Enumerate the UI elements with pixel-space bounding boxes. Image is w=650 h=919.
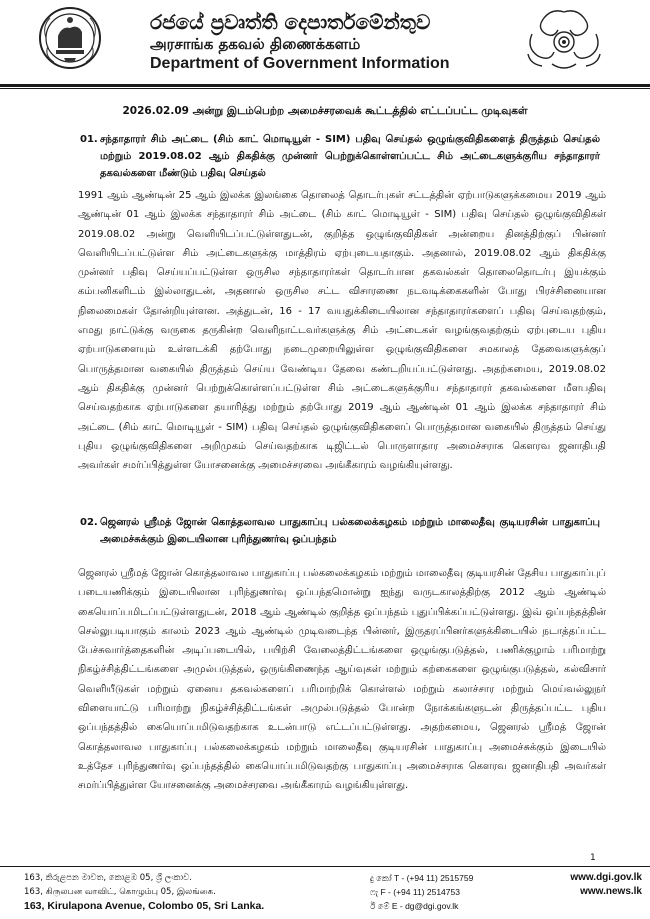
header-divider bbox=[0, 84, 650, 87]
address-english: 163, Kirulapona Avenue, Colombo 05, Sri Lanka. bbox=[24, 900, 265, 912]
contact-phone: දු කෝ T - (+94 11) 2515759 bbox=[370, 873, 474, 883]
website-dgi-link[interactable]: www.dgi.gov.lk bbox=[570, 872, 642, 883]
footer-websites bbox=[552, 871, 642, 899]
address-tamil: 163, கிருலபன வாவிட், கொழும்பு 05, இலங்கை. bbox=[24, 887, 216, 897]
sri-lanka-emblem-icon bbox=[38, 6, 102, 70]
footer-contact bbox=[370, 871, 510, 913]
page-header bbox=[0, 0, 650, 80]
dept-name-english: Department of Government Information bbox=[150, 55, 450, 72]
header-divider-thin bbox=[0, 88, 650, 89]
dept-name-tamil: அரசாங்க தகவல் திணைக்களம் bbox=[150, 35, 361, 53]
section-2-body: ஜெனரல் ஸ்ரீமத் ஜோன் கொத்தலாவல பாதுகாப்பு பல்கலைக்கழகம் மற்றும் மாலைதீவு குடியரசின் தேசிய பாதுகாப்புப் படையணிக்கும் இடையிலான புரிந்துணர்வு ஒப்பந்தமொன்று ஐந்து வருடகாலத்திற்கு 2012 ஆம் ஆண்டில் கையொப்பமிடப்பட்டுள்ளதுடன், 2018 ஆம் ஆண்டில் குறித்த ஒப்பந்தம் புதுப்பிக்கப்பட்டுள்ளது. இவ் ஒப்பந்தத்தின் செல்லுபடியாகும் காலம் 2023 ஆம் ஆண்டில் முடிவடைந்த பின்னர், இருதரப்பினர்களுக்கிடையில் நடாத்தப்பட்ட பேச்சுவார்த்தைகளின் அடிப்படையில், பயிற்சி வேலைத்திட்டங்களை ஒழுங்குபடுத்தல், பணிக்குழாம் பரிமாற்று நிகழ்ச்சித்திட்டங்களை அமுல்படுத்தல், ஒருங்கிணைந்த ஆய்வுகள் மற்றும் கற்கைகளை ஒழுங்குபடுத்தல், கல்விசார் வெளியீடுகள் மற்றும் ஏனைய தகவல்களைப் பரிமாற்றிக் கொள்ளல் மற்றும் கலாச்சார மற்றும் மெய்வல்லுநர் விளையாட்டு பரிமாற்று நிகழ்ச்சித்திட்டங்கள் அமுல்படுத்தல் போன்ற நோக்கங்களுடன் திருத்தப்பட்ட புதிய ஒப்பந்தத்தில் கையொப்பமிடுவதற்காக உடன்பாடு எட்டப்பட்டுள்ளது. அதற்கமைய, ஜெனரல் ஸ்ரீமத் ஜோன் கொத்தலாவல பாதுகாப்பு பல்கலைக்கழகம் மற்றும் மாலைதீவு குடியரசின் பாதுகாப்பு அமைச்சுக்கும் இடையில் உத்தேச புரிந்துணர்வு ஒப்பந்தத்தில் கையொப்பமிடுவதற்கு பாதுகாப்பு அமைச்சராக கௌரவ ஜனாதிபதி அவர்கள் சமர்ப்பித்துள்ள யோசனைக்கு அமைச்சரவை அங்கீகாரம் வழங்கியுள்ளது. bbox=[78, 568, 606, 792]
footer-address bbox=[24, 871, 354, 913]
dept-name-sinhala: රජයේ ප්‍රවෘත්ති දෙපාර්තමේන්තුව bbox=[150, 10, 431, 34]
section-2-heading bbox=[80, 514, 600, 548]
section-1-body: 1991 ஆம் ஆண்டின் 25 ஆம் இலக்க இலங்கை தொலைத் தொடர்புகள் சட்டத்தின் ஏற்பாடுகளுக்கமைய 2019 ஆம் ஆண்டின் 01 ஆம் இலக்க சந்தாதாரர் சிம் அட்டை (சிம் காட் மொடியூள் - SIM) பதிவு செய்தல் ஒழுங்குவிதிகள் 2019.08.02 அன்று வெளியிடப்பட்டுள்ளதுடன், குறித்த ஒழுங்குவிதிகள் அன்றைய தினத்திற்குப் பின்னர் வெளியிடப்பட்டுள்ள சிம் அட்டைகளுக்கு மாத்திரம் ஏற்புடையதாகும். அதனால், 2019.08.02 ஆம் திகதிக்கு முன்னர் பதிவு செய்யப்பட்டுள்ள ஒருசில சந்தாதாரர்கள் தொடர்பான தகவல்கள் தொலைதொடர்பு இயக்கும் கம்பனிகளிடம் இல்லாதுடன், அதனால் ஒருசில சட்ட விசாரணை நடவடிக்கைகளின் போது பிரச்சினையான நிலைமைகள் தோன்றியுள்ளன. அத்துடன், 16 - 17 வயதுக்கிடையிலான சந்தாதாரர்களைப் பதிவு செய்வதற்கும், எமது நாட்டுக்கு வருகை தருகின்ற வெளிநாட்டவர்களுக்கு சிம் அட்டைகள் வழங்குவதற்கும் ஏற்புடைய புதிய ஏற்பாடுகளையும் உள்ளடக்கி தற்போது நடைமுறையிலுள்ள ஒழுங்குவிதிகளை சமகாலத் தேவைகளுக்குப் பொருத்தமான வகையில் திருத்தம் செய்ய வேண்டிய தேவை கண்டறியப்பட்டுள்ளது. அதற்கமைய, 2019.08.02 ஆம் திகதிக்கு முன்னர் பெற்றுக்கொள்ளப்பட்டுள்ள சிம் அட்டைகளுக்குரிய சந்தாதாரர் தகவல்களை மீளபதிவு செய்வதற்காக ஏற்பாடுகளை தயாரித்து மற்றும் தற்போது 2019 ஆம் ஆண்டின் 01 ஆம் இலக்க சந்தாதாரர் சிம் அட்டை (சிம் காட் மொடியூள் - SIM) பதிவு செய்தல் ஒழுங்குவிதிகளைப் பொருத்தமான வகையில் திருத்தம் செய்து புதிய ஒழுங்குவிதிகளை அறிமுகம் செய்வதற்காக டிஜிட்டல் பொருளாதார அமைச்சராக கௌரவ ஜனாதிபதி அவர்கள் சமர்ப்பித்துள்ள யோசனைக்கு அமைச்சரவை அங்கீகாரம் வழங்கியுள்ளது. bbox=[78, 190, 606, 472]
section-1-number: 01. bbox=[80, 134, 98, 145]
website-news-link[interactable]: www.news.lk bbox=[580, 886, 642, 897]
document-title: 2026.02.09 அன்று இடம்பெற்ற அமைச்சரவைக் கூட்டத்தில் எட்டப்பட்ட முடிவுகள் bbox=[122, 105, 528, 117]
contact-fax: ෆැ F - (+94 11) 2514753 bbox=[370, 887, 460, 897]
section-1-heading-text: சந்தாதாரர் சிம் அட்டை (சிம் காட் மொடியூள் - SIM) பதிவு செய்தல் ஒழுங்குவிதிகளைத் திருத்தம் செய்தல் மற்றும் 2019.08.02 ஆம் திகதிக்கு முன்னர் பெற்றுக்கொள்ளப்பட்ட சிம் அட்டைகளுக்குரிய சந்தாதாரர் தகவல்களை மீண்டும் பதிவு செய்தல் bbox=[100, 134, 600, 179]
section-2-heading-text: ஜெனரல் ஸ்ரீமத் ஜோன் கொத்தலாவல பாதுகாப்பு பல்கலைக்கழகம் மற்றும் மாலைதீவு குடியரசின் பாதுகாப்பு அமைச்சுக்கும் இடையிலான புரிந்துணர்வு ஒப்பந்தம் bbox=[100, 517, 600, 545]
footer-divider bbox=[0, 866, 650, 867]
page-number: 1 bbox=[590, 853, 596, 863]
contact-email[interactable]: ඊ මේ E - dg@dgi.gov.lk bbox=[370, 901, 459, 911]
department-logo-icon bbox=[522, 4, 606, 74]
section-1-heading bbox=[80, 131, 600, 182]
section-2-number: 02. bbox=[80, 517, 98, 528]
address-sinhala: 163, කිරුළපන මාවත, කොළඹ 05, ශ්‍රී ලංකාව. bbox=[24, 873, 192, 883]
department-name bbox=[150, 10, 480, 74]
